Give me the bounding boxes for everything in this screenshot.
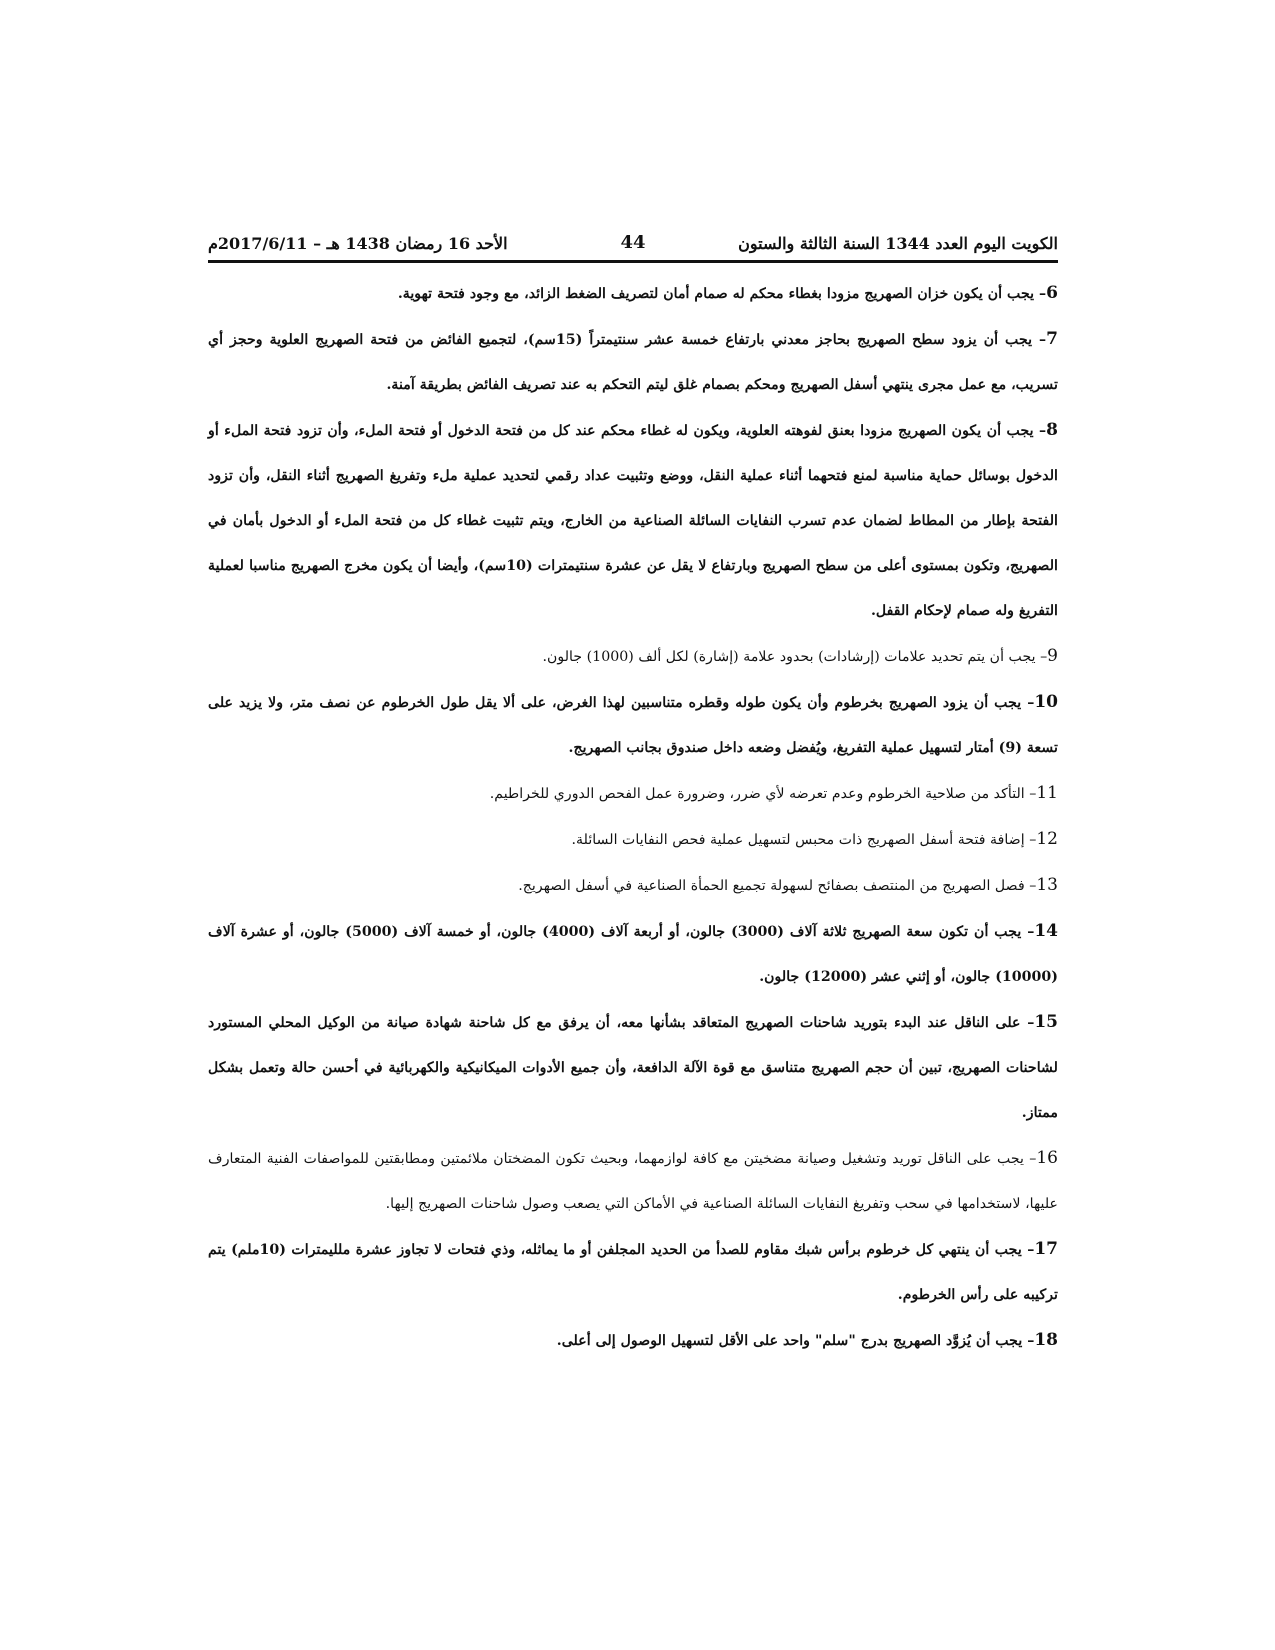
- list-item: 10– يجب أن يزود الصهريج بخرطوم وأن يكون طوله وقطره متناسبين لهذا الغرض، على ألا يقل طول الخرطوم عن نصف متر، ولا يزيد على تسعة (9) أمتار لتسهيل عملية التفريغ، ويُفضل وضعه داخل صندوق بجانب الصهريج.: [208, 692, 1058, 756]
- document-page: [208, 226, 1058, 1364]
- item-text: التأكد من صلاحية الخرطوم وعدم تعرضه لأي ضرر، وضرورة عمل الفحص الدوري للخراطيم.: [489, 786, 1025, 802]
- item-text: على الناقل عند البدء بتوريد شاحنات الصهريج المتعاقد بشأنها معه، أن يرفق مع كل شاحنة شهادة صيانة من الوكيل المحلي المستورد لشاحنات الصهريج، تبين أن حجم الصهريج متناسق مع قوة الآلة الدافعة، وأن جميع الأدوات الميكانيكية والكهربائية في أحسن حالة وتعمل بشكل ممتاز.: [208, 1015, 1058, 1121]
- item-number: 6: [1046, 283, 1058, 303]
- item-text: يجب أن تكون سعة الصهريج ثلاثة آلاف (3000) جالون، أو أربعة آلاف (4000) جالون، أو خمسة آلاف (5000) جالون، أو عشرة آلاف (10000) جالون، أو إثني عشر (12000) جالون.: [208, 924, 1058, 985]
- item-text: يجب على الناقل توريد وتشغيل وصيانة مضخيتن مع كافة لوازمهما، وبحيث تكون المضختان ملائمتين ومطابقتين للمواصفات الفنية المتعارف عليها، لاستخدامها في سحب وتفريغ النفايات السائلة الصناعية في الأماكن التي يصعب وصول شاحنات الصهريج إليها.: [208, 1151, 1058, 1212]
- list-item: 16– يجب على الناقل توريد وتشغيل وصيانة مضخيتن مع كافة لوازمهما، وبحيث تكون المضختان ملائمتين ومطابقتين للمواصفات الفنية المتعارف عليها، لاستخدامها في سحب وتفريغ النفايات السائلة الصناعية في الأماكن التي يصعب وصول شاحنات الصهريج إليها.: [208, 1148, 1058, 1212]
- header-rule: [208, 260, 1058, 263]
- item-number: 11: [1036, 783, 1058, 803]
- issue-date: الأحد 16 رمضان 1438 هـ – 2017/6/11م: [208, 234, 508, 253]
- list-item: 15– على الناقل عند البدء بتوريد شاحنات الصهريج المتعاقد بشأنها معه، أن يرفق مع كل شاحنة شهادة صيانة من الوكيل المحلي المستورد لشاحنات الصهريج، تبين أن حجم الصهريج متناسق مع قوة الآلة الدافعة، وأن جميع الأدوات الميكانيكية والكهربائية في أحسن حالة وتعمل بشكل ممتاز.: [208, 1012, 1058, 1121]
- item-number: 12: [1036, 829, 1058, 849]
- list-item: 9– يجب أن يتم تحديد علامات (إرشادات) بحدود علامة (إشارة) لكل ألف (1000) جالون.: [542, 646, 1058, 666]
- item-number: 15: [1034, 1012, 1058, 1032]
- item-text: يجب أن يتم تحديد علامات (إرشادات) بحدود علامة (إشارة) لكل ألف (1000) جالون.: [542, 649, 1036, 665]
- item-number: 13: [1036, 875, 1058, 895]
- item-text: إضافة فتحة أسفل الصهريج ذات محبس لتسهيل عملية فحص النفايات السائلة.: [571, 832, 1025, 848]
- item-text: يجب أن يكون الصهريج مزودا بعنق لفوهته العلوية، ويكون له غطاء محكم عند كل من فتحة الدخول أو فتحة الملء، وأن تزود فتحة الملء أو الدخول بوسائل حماية مناسبة لمنع فتحهما أثناء عملية النقل، ووضع وتثبيت عداد رقمي لتحديد عملية ملء وتفريغ الصهريج أثناء النقل، وأن تزود الفتحة بإطار من المطاط لضمان عدم تسرب النفايات السائلة الصناعية من الخارج، ويتم تثبيت غطاء كل من فتحة الملء أو الدخول بأمان في الصهريج، وتكون بمستوى أعلى من سطح الصهريج وبارتفاع لا يقل عن عشرة سنتيمترات (10سم)، وأيضا أن يكون مخرج الصهريج مناسبا لعملية التفريغ وله صمام لإحكام القفل.: [208, 423, 1058, 619]
- list-item: 8– يجب أن يكون الصهريج مزودا بعنق لفوهته العلوية، ويكون له غطاء محكم عند كل من فتحة الدخول أو فتحة الملء، وأن تزود فتحة الملء أو الدخول بوسائل حماية مناسبة لمنع فتحهما أثناء عملية النقل، ووضع وتثبيت عداد رقمي لتحديد عملية ملء وتفريغ الصهريج أثناء النقل، وأن تزود الفتحة بإطار من المطاط لضمان عدم تسرب النفايات السائلة الصناعية من الخارج، ويتم تثبيت غطاء كل من فتحة الملء أو الدخول بأمان في الصهريج، وتكون بمستوى أعلى من سطح الصهريج وبارتفاع لا يقل عن عشرة سنتيمترات (10سم)، وأيضا أن يكون مخرج الصهريج مناسبا لعملية التفريغ وله صمام لإحكام القفل.: [208, 420, 1058, 619]
- item-number: 9: [1047, 646, 1058, 666]
- list-item: 13– فصل الصهريج من المنتصف بصفائح لسهولة تجميع الحمأة الصناعية في أسفل الصهريج.: [518, 875, 1058, 895]
- item-number: 14: [1034, 921, 1058, 941]
- publication-info: الكويت اليوم العدد 1344 السنة الثالثة والستون: [738, 234, 1058, 253]
- item-text: يجب أن يكون خزان الصهريج مزودا بغطاء محكم له صمام أمان لتصريف الضغط الزائد، مع وجود فتحة تهوية.: [397, 286, 1035, 302]
- item-text: يجب أن يزود سطح الصهريج بحاجز معدني بارتفاع خمسة عشر سنتيمتراً (15سم)، لتجميع الفائض من فتحة الصهريج العلوية وحجز أي تسريب، مع عمل مجرى ينتهي أسفل الصهريج ومحكم بصمام غلق ليتم التحكم به عند تصريف الفائض بطريقة آمنة.: [208, 332, 1058, 393]
- item-text: فصل الصهريج من المنتصف بصفائح لسهولة تجميع الحمأة الصناعية في أسفل الصهريج.: [518, 878, 1025, 894]
- item-number: 17: [1034, 1239, 1058, 1259]
- item-number: 16: [1036, 1148, 1058, 1168]
- item-number: 18: [1034, 1330, 1058, 1350]
- list-item: 12– إضافة فتحة أسفل الصهريج ذات محبس لتسهيل عملية فحص النفايات السائلة.: [571, 829, 1058, 849]
- item-number: 10: [1034, 692, 1058, 712]
- list-item: 7– يجب أن يزود سطح الصهريج بحاجز معدني بارتفاع خمسة عشر سنتيمتراً (15سم)، لتجميع الفائض من فتحة الصهريج العلوية وحجز أي تسريب، مع عمل مجرى ينتهي أسفل الصهريج ومحكم بصمام غلق ليتم التحكم به عند تصريف الفائض بطريقة آمنة.: [208, 329, 1058, 393]
- list-item: 17– يجب أن ينتهي كل خرطوم برأس شبك مقاوم للصدأ من الحديد المجلفن أو ما يماثله، وذي فتحات لا تجاوز عشرة ملليمترات (10ملم) يتم تركيبه على رأس الخرطوم.: [208, 1239, 1058, 1303]
- page-number: 44: [620, 232, 646, 253]
- list-item: 14– يجب أن تكون سعة الصهريج ثلاثة آلاف (3000) جالون، أو أربعة آلاف (4000) جالون، أو خمسة آلاف (5000) جالون، أو عشرة آلاف (10000) جالون، أو إثني عشر (12000) جالون.: [208, 921, 1058, 985]
- item-number: 7: [1046, 329, 1058, 349]
- item-number: 8: [1046, 420, 1058, 440]
- item-text: يجب أن يزود الصهريج بخرطوم وأن يكون طوله وقطره متناسبين لهذا الغرض، على ألا يقل طول الخرطوم عن نصف متر، ولا يزيد على تسعة (9) أمتار لتسهيل عملية التفريغ، ويُفضل وضعه داخل صندوق بجانب الصهريج.: [208, 695, 1058, 756]
- item-text: يجب أن ينتهي كل خرطوم برأس شبك مقاوم للصدأ من الحديد المجلفن أو ما يماثله، وذي فتحات لا تجاوز عشرة ملليمترات (10ملم) يتم تركيبه على رأس الخرطوم.: [208, 1242, 1058, 1303]
- list-item: 6– يجب أن يكون خزان الصهريج مزودا بغطاء محكم له صمام أمان لتصريف الضغط الزائد، مع وجود فتحة تهوية.: [397, 283, 1058, 303]
- clauses-list: [208, 271, 1058, 1364]
- page-header: [208, 226, 1058, 260]
- item-text: يجب أن يُزوَّد الصهريج بدرج "سلم" واحد على الأقل لتسهيل الوصول إلى أعلى.: [556, 1333, 1023, 1349]
- list-item: 11– التأكد من صلاحية الخرطوم وعدم تعرضه لأي ضرر، وضرورة عمل الفحص الدوري للخراطيم.: [489, 783, 1058, 803]
- list-item: 18– يجب أن يُزوَّد الصهريج بدرج "سلم" واحد على الأقل لتسهيل الوصول إلى أعلى.: [556, 1330, 1058, 1350]
